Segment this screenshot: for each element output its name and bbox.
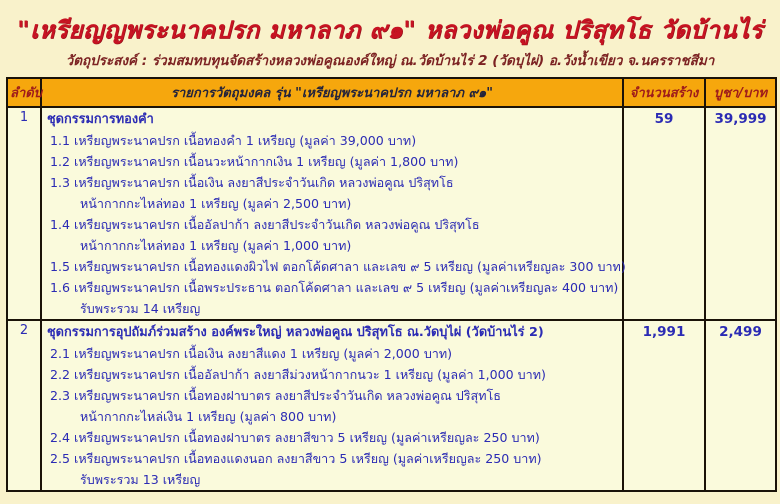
section-title: ชุดกรรมการอุปถัมภ์ร่วมสร้าง องค์พระใหญ่ หลวงพ่อคูณ ปริสุทโธ ณ.วัดบุไผ่ (วัดบ้านไร่ 2) (47, 325, 544, 340)
section-items (41, 320, 623, 491)
item-line: 1.6 เหรียญพระนาคปรก เนื้อพระประธาน ตอกโค้ดศาลา และเลข ๙ 5 เหรียญ (มูลค่าเหรียญละ 400 บาท) (50, 280, 619, 295)
section-price: 2,499 (705, 320, 776, 491)
item-line: หน้ากากกะไหล่เงิน 1 เหรียญ (มูลค่า 800 บาท) (80, 409, 337, 424)
column-header-items: รายการวัตถุมงคล รุ่น "เหรียญพระนาคปรก มหาลาภ ๙๑" (41, 78, 623, 107)
column-header-no: ลำดับ (7, 78, 41, 107)
item-line: 2.5 เหรียญพระนาคปรก เนื้อทองแดงนอก ลงยาสีขาว 5 เหรียญ (มูลค่าเหรียญละ 250 บาท) (50, 451, 542, 466)
page-subtitle: วัตถุประสงค์ : ร่วมสมทบทุนจัดสร้างหลวงพ่อคูณองค์ใหญ่ ณ.วัดบ้านไร่ 2 (วัดบุไผ่) อ.วังน้ำเขียว จ.นครราชสีมา (65, 53, 715, 69)
table-row (7, 320, 776, 491)
amulet-table (6, 77, 777, 492)
item-line: 2.2 เหรียญพระนาคปรก เนื้ออัลปาก้า ลงยาสีม่วงหน้ากากนวะ 1 เหรียญ (มูลค่า 1,000 บาท) (50, 367, 546, 382)
section-quantity: 59 (623, 107, 705, 320)
item-line: หน้ากากกะไหล่ทอง 1 เหรียญ (มูลค่า 1,000 บาท) (80, 238, 352, 253)
section-title: ชุดกรรมการทองคำ (47, 112, 154, 127)
item-line: 2.4 เหรียญพระนาคปรก เนื้อทองฝาบาตร ลงยาสีขาว 5 เหรียญ (มูลค่าเหรียญละ 250 บาท) (50, 430, 540, 445)
item-line: รับพระรวม 14 เหรียญ (80, 301, 201, 316)
item-line: 2.1 เหรียญพระนาคปรก เนื้อเงิน ลงยาสีแดง 1 เหรียญ (มูลค่า 2,000 บาท) (50, 346, 453, 361)
section-price: 39,999 (705, 107, 776, 320)
column-header-qty: จำนวนสร้าง (623, 78, 705, 107)
page-title: "เหรียญญพระนาคปรก มหาลาภ ๙๑" หลวงพ่อคูณ ปริสุทโธ วัดบ้านไร่ (17, 16, 763, 44)
item-line: 1.5 เหรียญพระนาคปรก เนื้อทองแดงผิวไฟ ตอกโค้ดศาลา และเลข ๙ 5 เหรียญ (มูลค่าเหรียญละ 300 บาท) (50, 259, 626, 274)
item-line: รับพระรวม 13 เหรียญ (80, 472, 201, 487)
section-items (41, 107, 626, 320)
item-line: 1.2 เหรียญพระนาคปรก เนื้อนวะหน้ากากเงิน 1 เหรียญ (มูลค่า 1,800 บาท) (50, 154, 459, 169)
item-line: 1.4 เหรียญพระนาคปรก เนื้ออัลปาก้า ลงยาสีประจำวันเกิด หลวงพ่อคูณ ปริสุทโธ (50, 217, 480, 232)
section-quantity: 1,991 (623, 320, 705, 491)
item-line: 1.1 เหรียญพระนาคปรก เนื้อทองคำ 1 เหรียญ (มูลค่า 39,000 บาท) (50, 133, 417, 148)
item-line: 1.3 เหรียญพระนาคปรก เนื้อเงิน ลงยาสีประจำวันเกิด หลวงพ่อคูณ ปริสุทโธ (50, 175, 454, 190)
document-header (0, 0, 780, 72)
section-number: 2 (7, 320, 41, 491)
item-line: หน้ากากกะไหล่ทอง 1 เหรียญ (มูลค่า 2,500 บาท) (80, 196, 352, 211)
column-header-price: บูชา/บาท (705, 78, 776, 107)
section-number: 1 (7, 107, 41, 320)
table-body (7, 107, 776, 491)
item-line: 2.3 เหรียญพระนาคปรก เนื้อทองฝาบาตร ลงยาสีประจำวันเกิด หลวงพ่อคูณ ปริสุทโธ (50, 388, 501, 403)
table-row (7, 107, 776, 320)
table-header-row (7, 78, 776, 107)
